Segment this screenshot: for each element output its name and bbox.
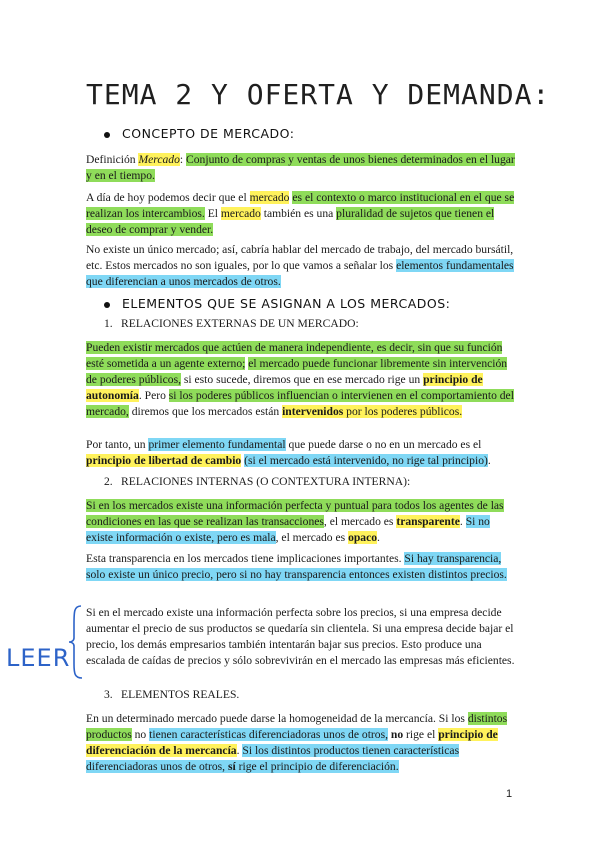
paragraph-mercado-contexto: A día de hoy podemos decir que el mercado es el contexto o marco institucional en el que se realizan los intercambios. El mercado también es una pluralidad de sujetos que tienen el deseo de comprar y vender.	[86, 191, 515, 236]
paragraph-definition: Definición Mercado: Conjunto de compras y ventas de unos bienes determinados en el lugar y en el tiempo.	[86, 153, 515, 182]
page-number: 1	[506, 788, 513, 800]
paragraph-elementos-reales: En un determinado mercado puede darse la homogeneidad de la mercancía. Si los distintos productos no tienen características diferenciadoras unos de otros, no rige el principio de diferenciación de la mercancía. Si los distintos productos tienen características diferenciadoras unos de otros, sí rige el principio de diferenciación.	[86, 712, 508, 773]
page-title: TEMA 2 Y OFERTA Y DEMANDA:	[86, 78, 551, 111]
paragraph-ejemplo-precios: Si en el mercado existe una información perfecta sobre los precios, si una empresa decide aumentar el precio de sus productos se quedaría sin clientela. Si una empresa decide bajar el precio, los demás empresarios también intentarán bajar sus precios. Esto produce una escalada de caídas de precios y sólo sobrevivirán en el mercado las empresas más eficientes.	[86, 606, 515, 667]
numbered-heading-1: 1. RELACIONES EXTERNAS DE UN MERCADO:	[104, 317, 359, 330]
bullet-icon	[104, 302, 110, 308]
bracket-annotation-icon	[68, 604, 84, 680]
paragraph-transparencia: Esta transparencia en los mercados tiene implicaciones importantes. Si hay transparencia, solo existe un único precio, pero si no hay transparencia entonces existen distintos precios.	[86, 552, 507, 581]
paragraph-relaciones-internas: Si en los mercados existe una información perfecta y puntual para todos los agentes de las condiciones en las que se realizan las transacciones, el mercado es transparente. Si no existe información o existe, pero es mala, el mercado es opaco.	[86, 499, 504, 544]
numbered-heading-2: 2. RELACIONES INTERNAS (O CONTEXTURA INTERNA):	[104, 475, 411, 488]
handwritten-annotation: LEER	[6, 644, 71, 672]
section-heading-concepto: CONCEPTO DE MERCADO:	[104, 126, 295, 141]
bullet-icon	[104, 132, 110, 138]
paragraph-tipos-mercado: No existe un único mercado; así, cabría hablar del mercado de trabajo, del mercado bursátil, etc. Estos mercados no son iguales, por lo que vamos a señalar los elementos fundamentales que diferencian a unos mercados de otros.	[86, 243, 514, 288]
numbered-heading-3: 3. ELEMENTOS REALES.	[104, 688, 240, 701]
paragraph-relaciones-externas: Pueden existir mercados que actúen de manera independiente, es decir, sin que su función esté sometida a un agente externo; el mercado puede funcionar libremente sin intervención de poderes públicos, si esto sucede, diremos que en ese mercado rige un principio de autonomía. Pero si los poderes públicos influencian o intervienen en el comportamiento del mercado, diremos que los mercados están intervenidos por los poderes públicos.	[86, 341, 514, 418]
section-heading-elementos: ELEMENTOS QUE SE ASIGNAN A LOS MERCADOS:	[104, 296, 450, 311]
paragraph-libertad-cambio: Por tanto, un primer elemento fundamental que puede darse o no en un mercado es el principio de libertad de cambio (si el mercado está intervenido, no rige tal principio).	[86, 438, 491, 467]
